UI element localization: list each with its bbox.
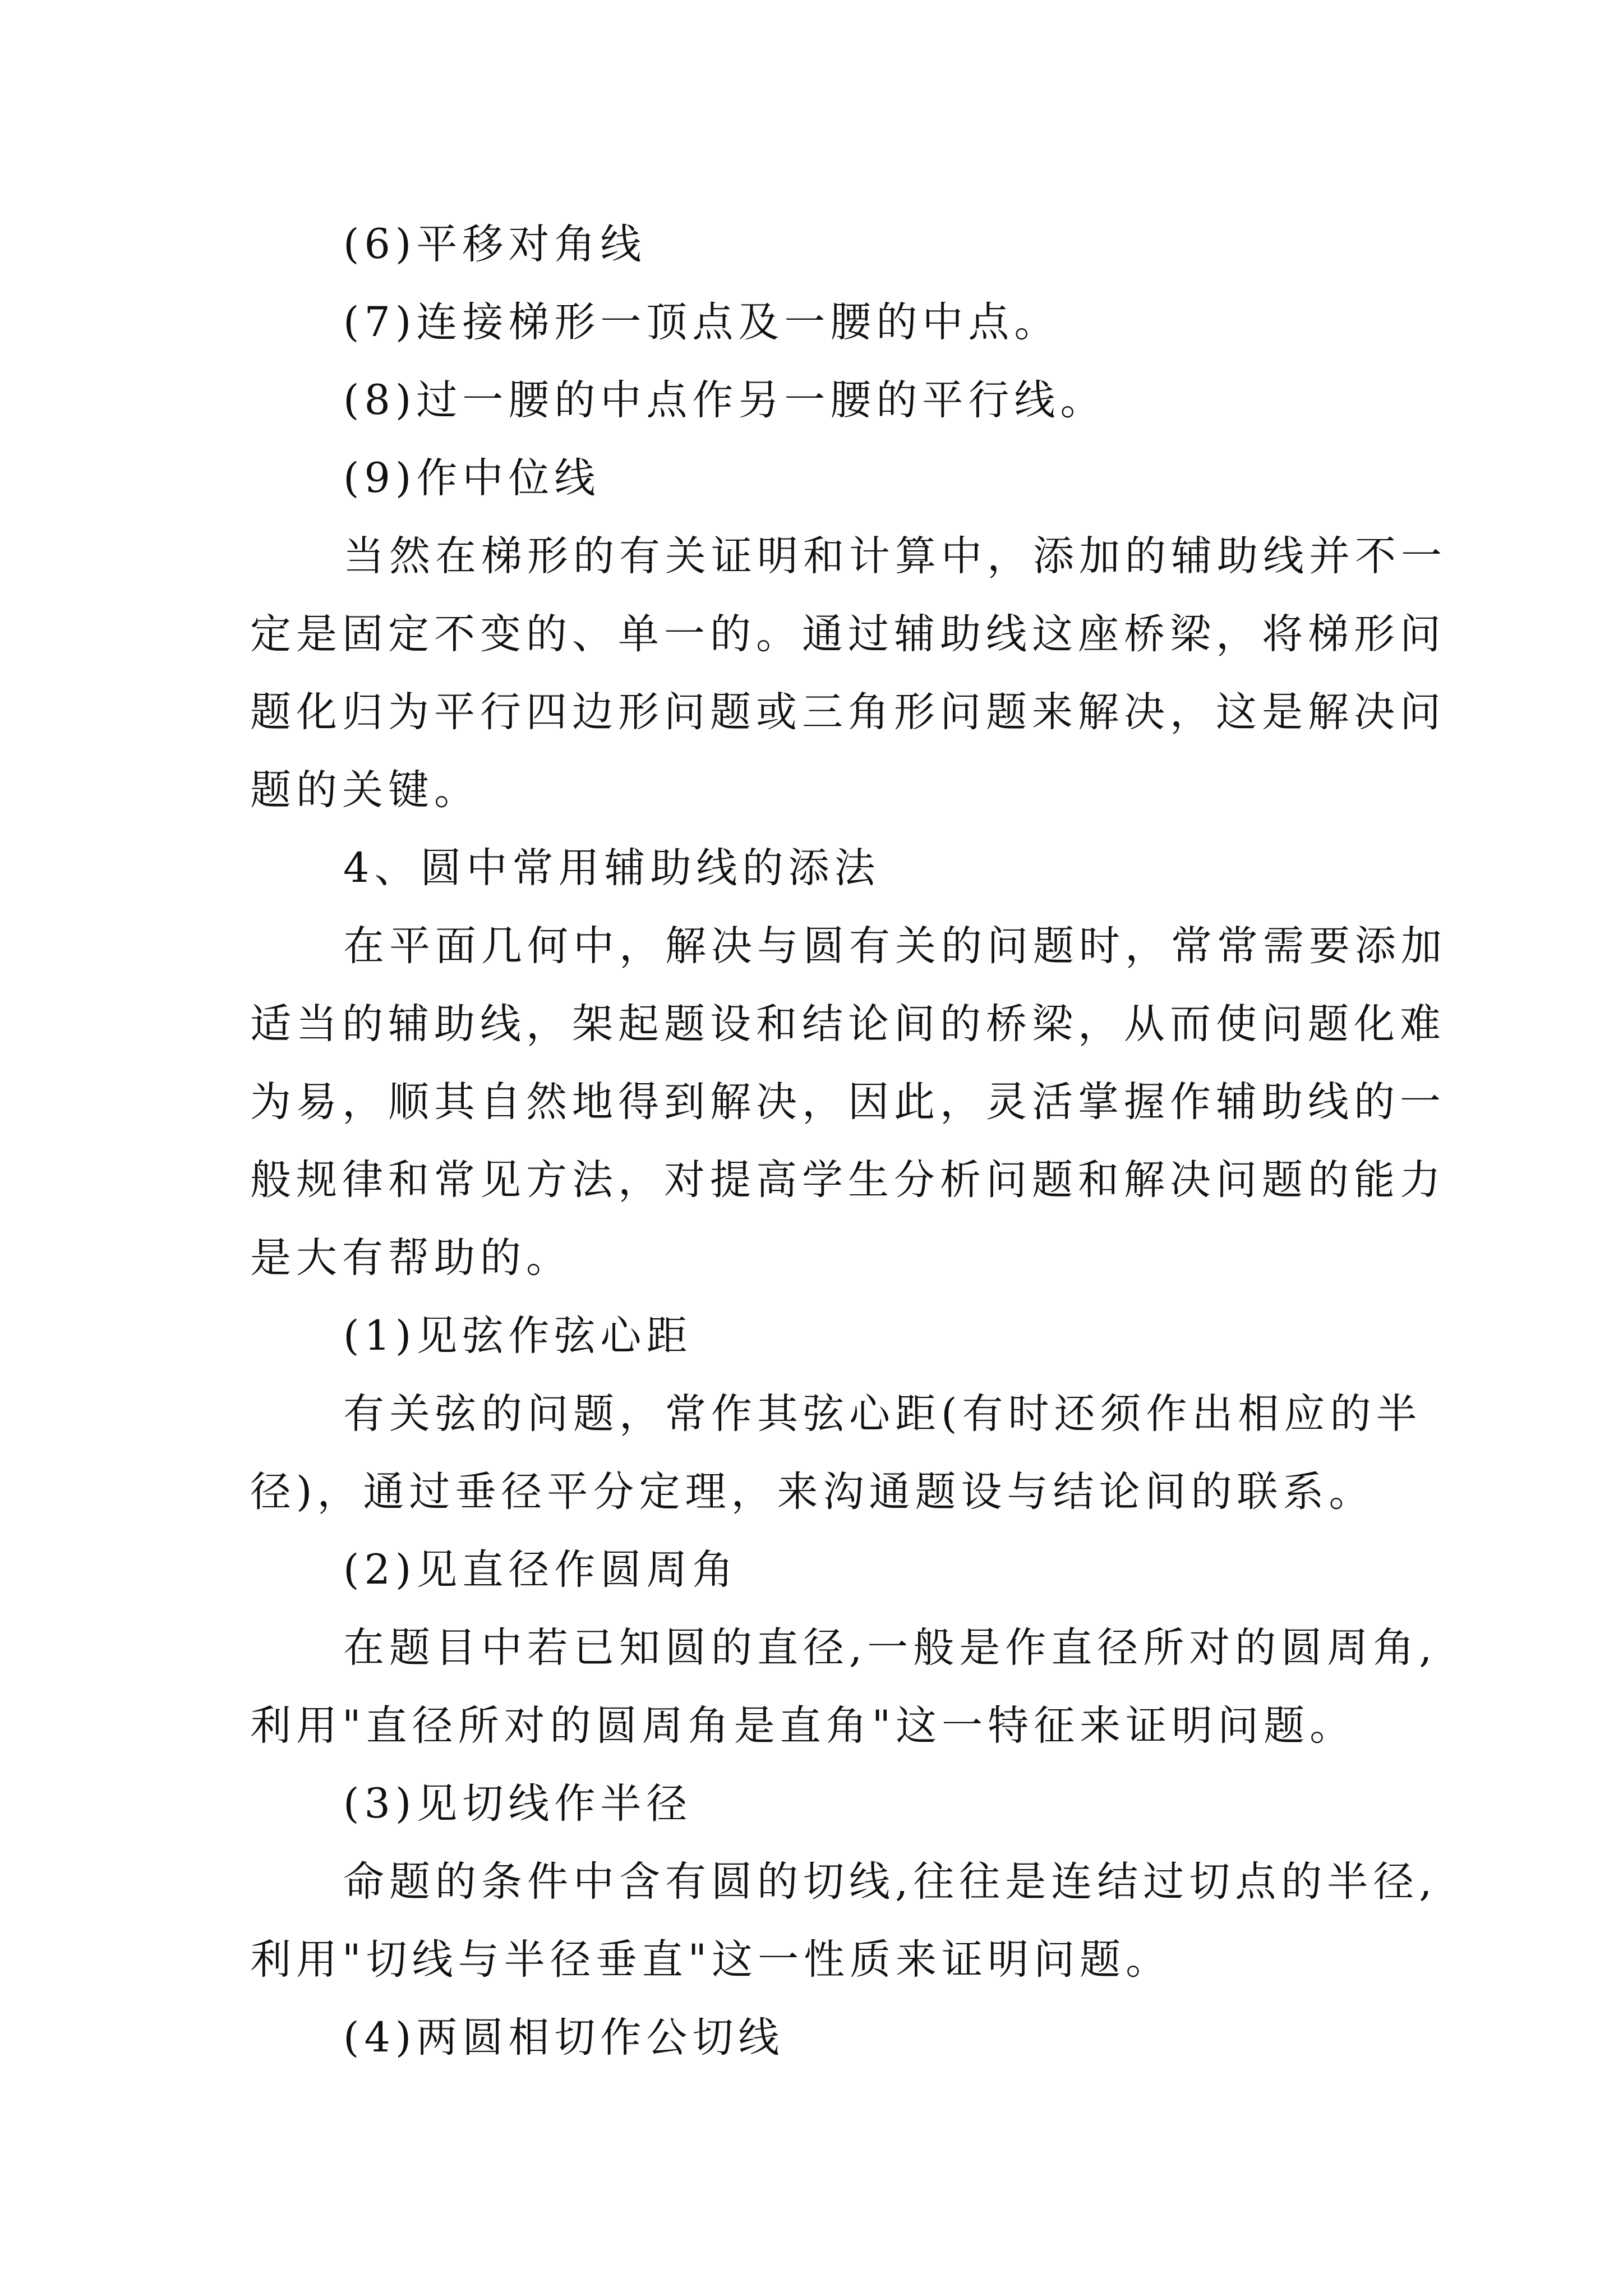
text-line: 径)，通过垂径平分定理，来沟通题设与结论间的联系。	[250, 1468, 1375, 1516]
text-line: (9)作中位线	[343, 454, 601, 502]
document-body	[250, 205, 1447, 2077]
text-line: 有关弦的问题，常作其弦心距(有时还须作出相应的半	[343, 1390, 1422, 1438]
list-item-heading: (1)见弦作弦心距	[343, 1312, 693, 1360]
text-line: (8)过一腰的中点作另一腰的平行线。	[343, 376, 1106, 424]
text-line: 命题的条件中含有圆的切线,往往是连结过切点的半径,	[343, 1858, 1437, 1906]
text-line: 利用"切线与半径垂直"这一性质来证明问题。	[250, 1936, 1172, 1984]
text-line: 定是固定不变的、单一的。通过辅助线这座桥梁，将梯形问	[250, 610, 1446, 658]
text-line: 利用"直径所对的圆周角是直角"这一特征来证明问题。	[250, 1702, 1356, 1750]
text-line: 题的关键。	[250, 766, 480, 814]
text-line: 当然在梯形的有关证明和计算中，添加的辅助线并不一	[343, 532, 1447, 580]
text-line: 在平面几何中，解决与圆有关的问题时，常常需要添加	[343, 922, 1447, 970]
text-line: 为易，顺其自然地得到解决，因此，灵活掌握作辅助线的一	[250, 1078, 1446, 1126]
text-line: (6)平移对角线	[343, 220, 647, 268]
text-line: (7)连接梯形一顶点及一腰的中点。	[343, 298, 1061, 346]
list-item-heading: (3)见切线作半径	[343, 1780, 693, 1828]
list-item-heading: (4)两圆相切作公切线	[343, 2014, 785, 2062]
text-line: 题化归为平行四边形问题或三角形问题来解决，这是解决问	[250, 688, 1446, 736]
text-line: 适当的辅助线，架起题设和结论间的桥梁，从而使问题化难	[250, 1000, 1446, 1048]
section-heading: 4、圆中常用辅助线的添法	[343, 844, 880, 892]
text-line: 是大有帮助的。	[250, 1234, 572, 1282]
text-line: 般规律和常见方法，对提高学生分析问题和解决问题的能力	[250, 1156, 1446, 1204]
text-line: 在题目中若已知圆的直径,一般是作直径所对的圆周角,	[343, 1624, 1437, 1672]
list-item-heading: (2)见直径作圆周角	[343, 1546, 739, 1594]
